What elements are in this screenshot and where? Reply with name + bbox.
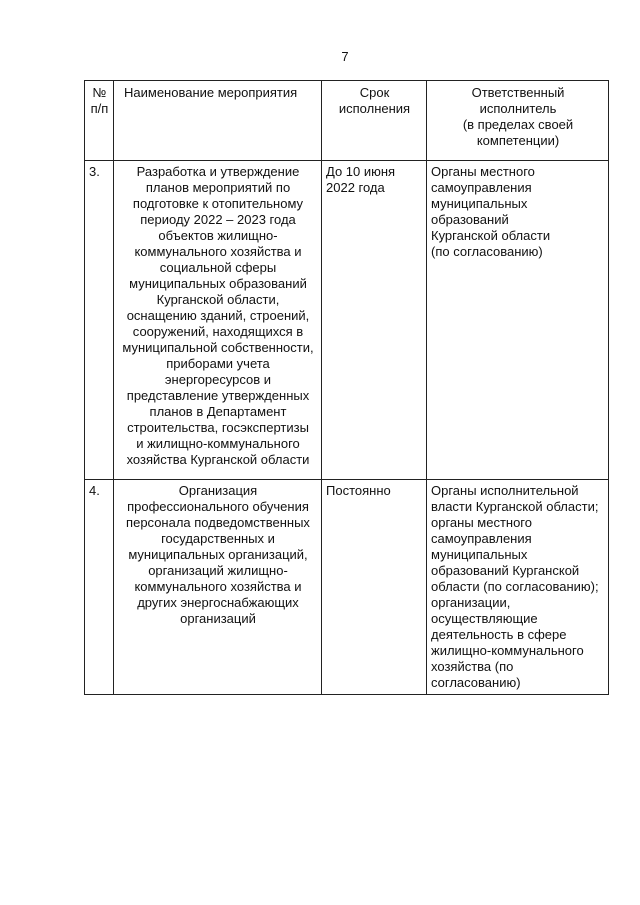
responsible-executor <box>427 161 609 480</box>
activity-line: государственных и <box>161 531 275 546</box>
activity-line: муниципальных образований <box>129 276 307 291</box>
activity-line: приборами учета <box>166 356 270 371</box>
responsible-line: самоуправления <box>431 180 532 195</box>
header-activity-name <box>114 81 322 161</box>
activity-line: муниципальных организаций, <box>128 547 308 562</box>
activity-line: объектов жилищно- <box>158 228 278 243</box>
table-row <box>85 480 609 695</box>
responsible-line: образований Курганской <box>431 563 580 578</box>
header-responsible-line: (в пределах своей <box>462 117 574 132</box>
activity-line: социальной сферы <box>159 260 277 275</box>
header-responsible-line: Ответственный <box>471 85 565 100</box>
header-deadline-line: исполнения <box>338 101 411 116</box>
row-number: 4. <box>85 480 114 695</box>
responsible-line: деятельность в сфере <box>431 627 567 642</box>
activity-line: коммунального хозяйства и <box>134 579 302 594</box>
activity-line: Организация <box>178 483 258 498</box>
responsible-line: Курганской области <box>431 228 551 243</box>
activity-line: организаций <box>180 611 256 626</box>
deadline <box>322 480 427 695</box>
activity-line: организаций жилищно- <box>148 563 288 578</box>
activity-line: муниципальной собственности, <box>122 340 314 355</box>
activity-line: периоду 2022 – 2023 года <box>140 212 296 227</box>
deadline-line: 2022 года <box>326 180 385 195</box>
activity-line: подготовке к отопительному <box>132 196 304 211</box>
responsible-line: области (по согласованию); <box>431 579 599 594</box>
activity-line: хозяйства Курганской области <box>126 452 310 467</box>
activity-line: Курганской области, <box>156 292 280 307</box>
activity-line: строительства, госэкспертизы <box>127 420 309 435</box>
responsible-line: муниципальных <box>431 196 528 211</box>
header-responsible-line: компетенции) <box>476 133 560 148</box>
row-number: 3. <box>85 161 114 480</box>
deadline-line: Постоянно <box>326 483 391 498</box>
responsible-executor <box>427 480 609 695</box>
responsible-line: муниципальных <box>431 547 528 562</box>
activity-line: профессионального обучения <box>127 499 309 514</box>
activity-line: представление утвержденных <box>126 388 310 403</box>
header-deadline-line: Срок <box>359 85 390 100</box>
deadline-line: До 10 июня <box>326 164 396 179</box>
responsible-line: самоуправления <box>431 531 532 546</box>
activity-line: сооружений, находящихся в <box>132 324 304 339</box>
responsible-line: жилищно-коммунального <box>431 643 584 658</box>
header-responsible <box>427 81 609 161</box>
responsible-line: (по согласованию) <box>431 244 543 259</box>
activity-name <box>114 480 322 695</box>
activity-line: и жилищно-коммунального <box>136 436 300 451</box>
responsible-line: согласованию) <box>431 675 521 690</box>
activity-line: энергоресурсов и <box>164 372 272 387</box>
activity-name <box>114 161 322 480</box>
responsible-line: власти Курганской области; <box>431 499 599 514</box>
activity-line: планов в Департамент <box>149 404 287 419</box>
activity-line: коммунального хозяйства и <box>134 244 302 259</box>
table-row <box>85 161 609 480</box>
responsible-line: осуществляющие <box>431 611 538 626</box>
activities-table <box>84 80 609 695</box>
responsible-line: органы местного <box>431 515 532 530</box>
activity-line: других энергоснабжающих <box>137 595 299 610</box>
activity-line: планов мероприятий по <box>145 180 291 195</box>
header-activity-line: Наименование мероприятия <box>124 85 298 100</box>
responsible-line: организации, <box>431 595 511 610</box>
header-number <box>85 81 114 161</box>
deadline <box>322 161 427 480</box>
header-number-line: № <box>92 85 107 100</box>
header-deadline <box>322 81 427 161</box>
header-responsible-line: исполнитель <box>479 101 557 116</box>
page-number: 7 <box>341 49 349 64</box>
responsible-line: Органы исполнительной <box>431 483 579 498</box>
responsible-line: Органы местного <box>431 164 535 179</box>
table-header-row <box>85 81 609 161</box>
responsible-line: хозяйства (по <box>431 659 514 674</box>
activity-line: персонала подведомственных <box>126 515 310 530</box>
activity-line: оснащению зданий, строений, <box>126 308 310 323</box>
activity-line: Разработка и утверждение <box>136 164 300 179</box>
header-number-line: п/п <box>90 101 109 116</box>
responsible-line: образований <box>431 212 509 227</box>
